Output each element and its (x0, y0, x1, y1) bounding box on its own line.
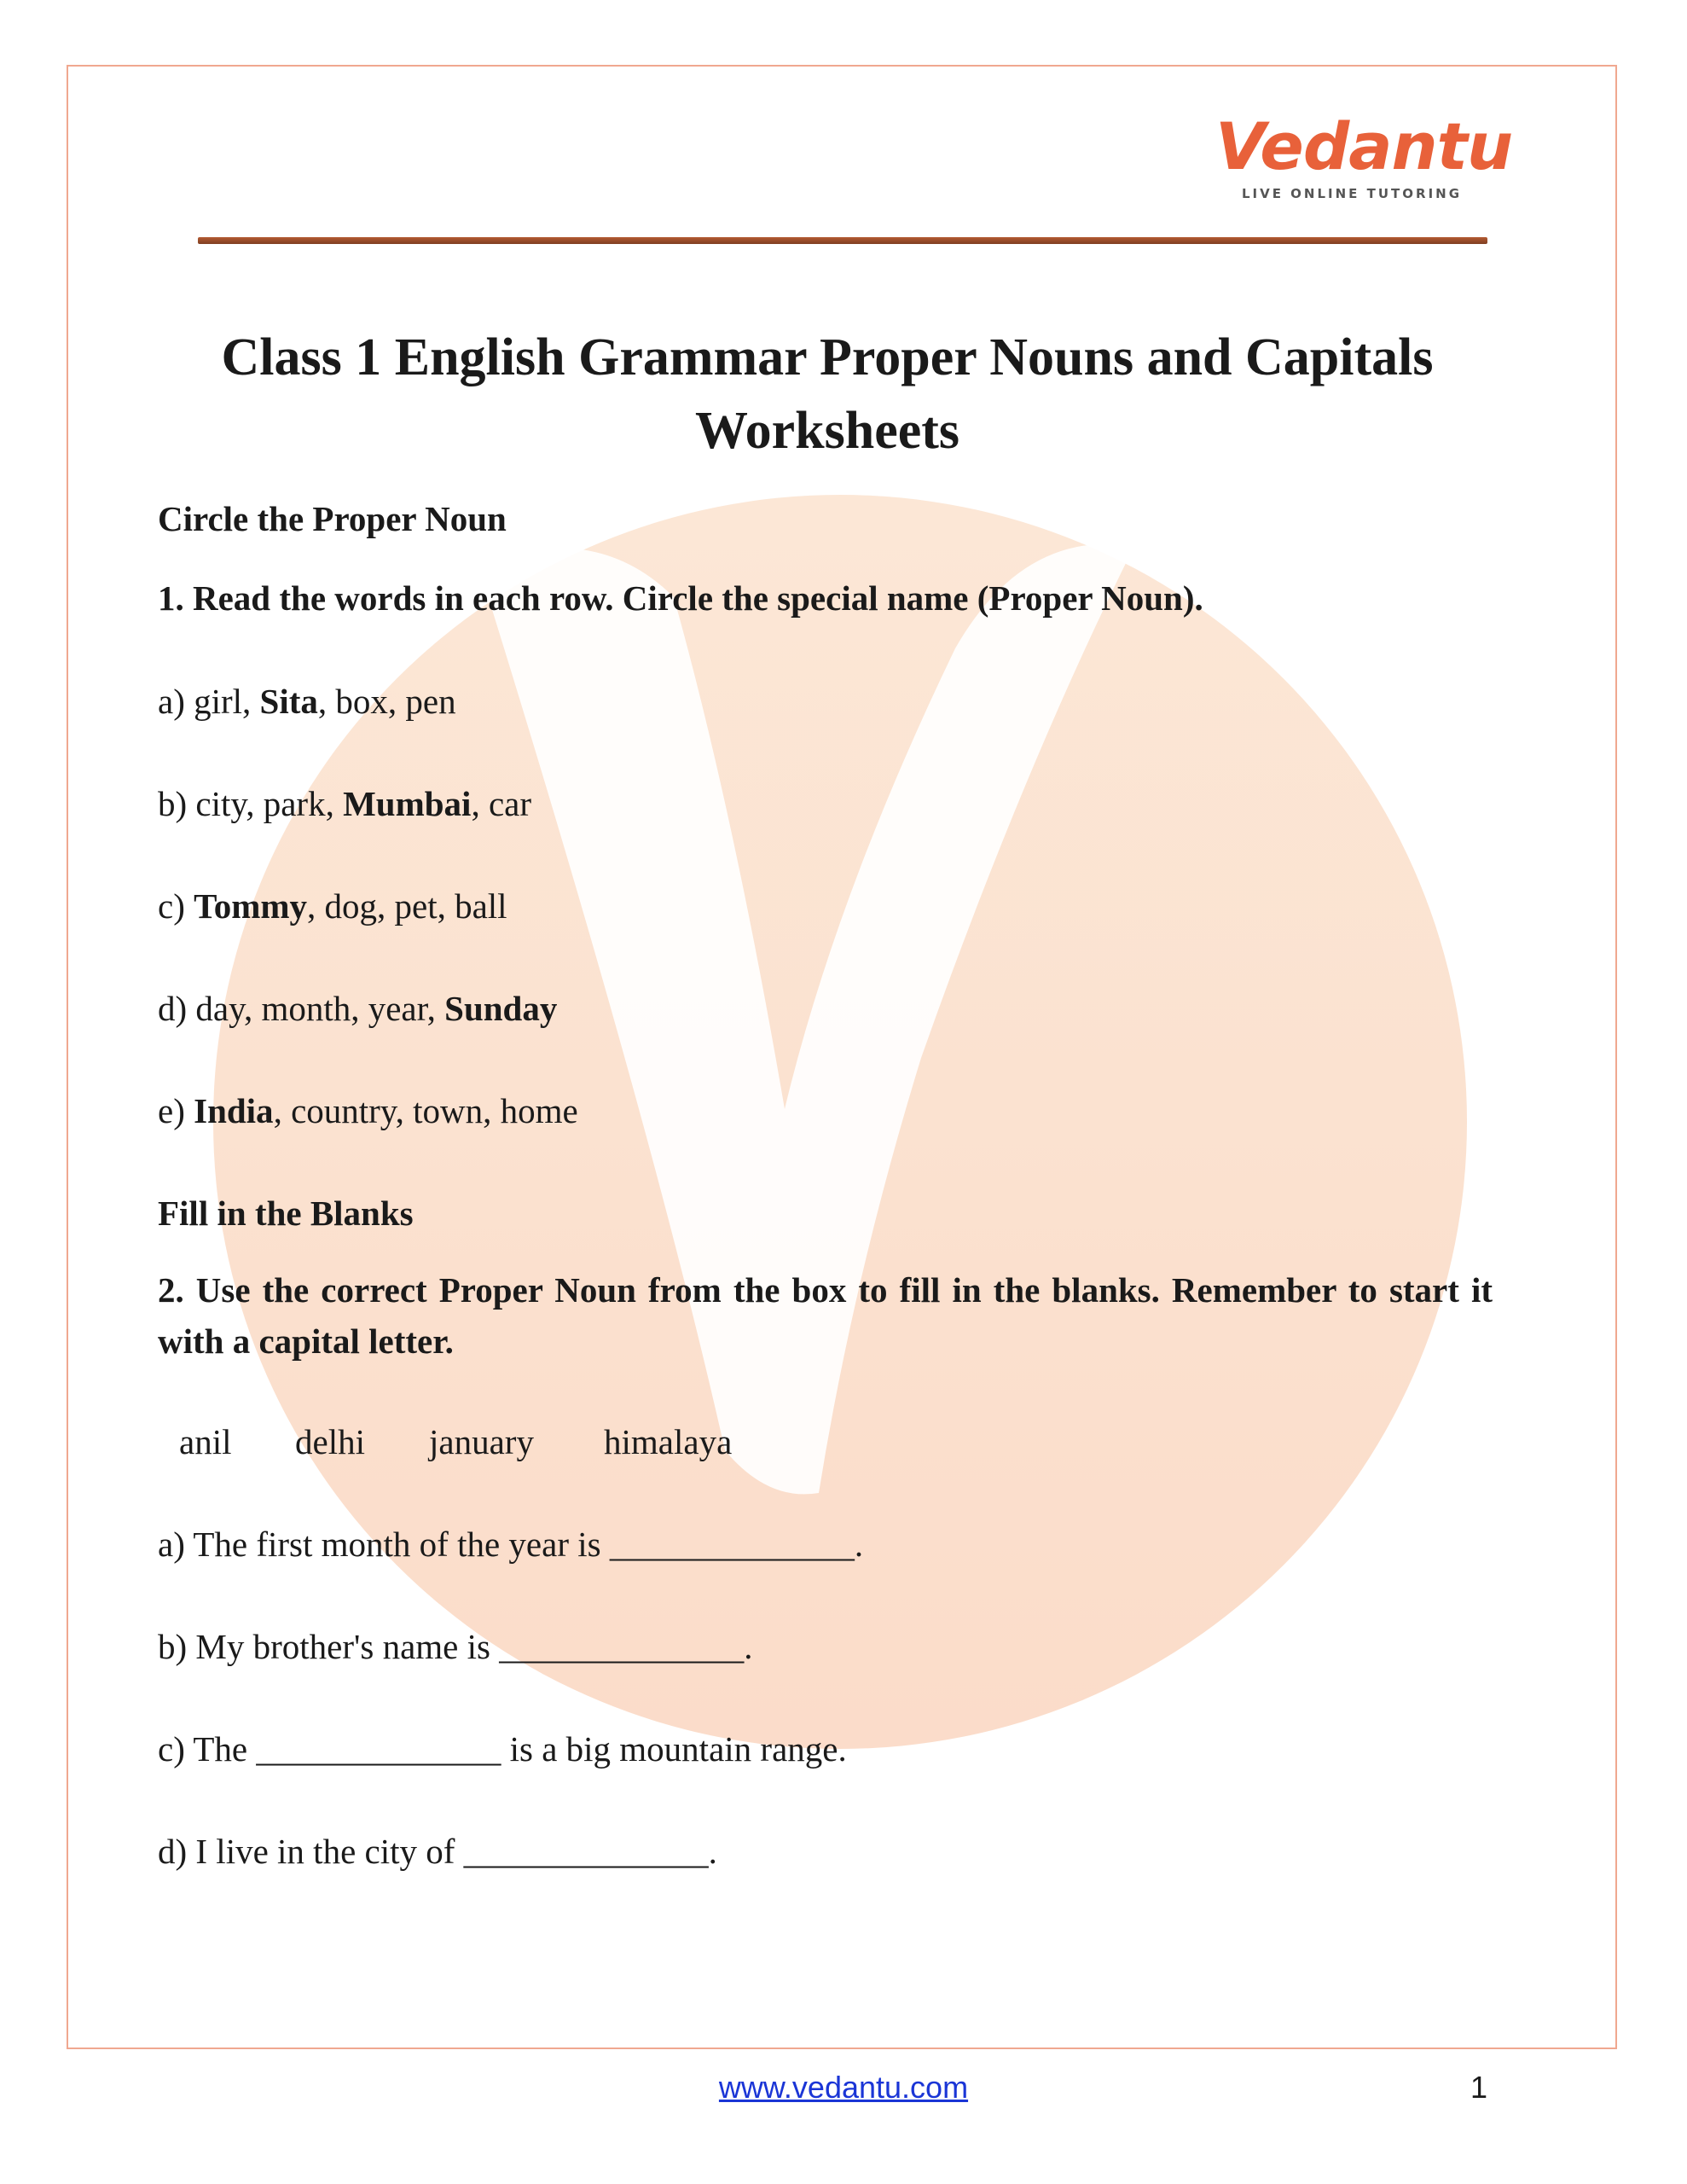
footer-website-link[interactable]: www.vedantu.com (718, 2070, 969, 2105)
proper-noun: Sita (259, 682, 318, 721)
vedantu-logo (1215, 108, 1513, 212)
section1-heading: Circle the Proper Noun (158, 499, 507, 538)
blank-item: a) The first month of the year is ______________. (158, 1525, 864, 1564)
item-suffix: , box, pen (317, 682, 456, 721)
blank-item: c) The ______________ is a big mountain range. (158, 1729, 847, 1769)
item-prefix: c) (158, 886, 194, 926)
section2-question: 2. Use the correct Proper Noun from the box to fill in the blanks. Remember to start it with a capital letter. (158, 1270, 1493, 1361)
item-suffix: , dog, pet, ball (307, 886, 507, 926)
header-divider (198, 237, 1487, 244)
list-item (158, 986, 557, 1031)
word-box-item: january (429, 1422, 534, 1461)
item-prefix: b) city, park, (158, 784, 344, 823)
word-box-item: himalaya (604, 1422, 733, 1461)
list-item (158, 781, 531, 826)
proper-noun: Tommy (194, 886, 307, 926)
blank-item: d) I live in the city of ______________. (158, 1832, 717, 1871)
logo-wordmark: Vedantu (1215, 108, 1513, 184)
page-number: 1 (1470, 2070, 1488, 2105)
logo-tagline: LIVE ONLINE TUTORING (1241, 186, 1463, 201)
item-prefix: a) girl, (158, 682, 260, 721)
list-item (158, 1089, 578, 1133)
list-item (158, 884, 507, 928)
blank-item: b) My brother's name is ______________. (158, 1627, 753, 1666)
title-line-2: Worksheets (695, 402, 959, 460)
item-prefix: d) day, month, year, (158, 989, 445, 1028)
word-box-item: anil (179, 1422, 232, 1461)
proper-noun: India (194, 1091, 274, 1130)
proper-noun: Mumbai (343, 784, 472, 823)
proper-noun: Sunday (444, 989, 558, 1028)
section1-question: 1. Read the words in each row. Circle the special name (Proper Noun). (158, 578, 1203, 618)
item-suffix: , country, town, home (273, 1091, 578, 1130)
item-prefix: e) (158, 1091, 194, 1130)
page-title (162, 321, 1493, 468)
section2-heading: Fill in the Blanks (158, 1194, 414, 1233)
list-item (158, 679, 456, 723)
word-box-item: delhi (295, 1422, 365, 1461)
title-line-1: Class 1 English Grammar Proper Nouns and Capitals (221, 328, 1434, 386)
item-suffix: , car (471, 784, 531, 823)
